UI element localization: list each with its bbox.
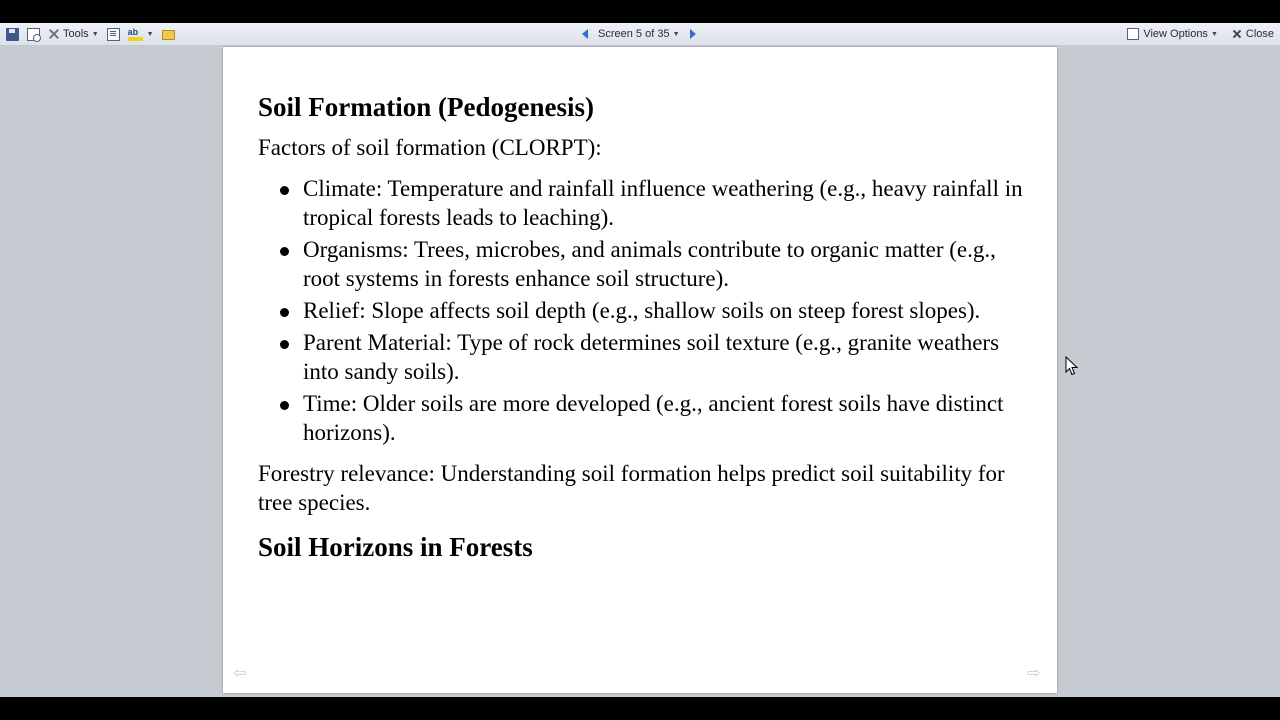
view-options-label: View Options xyxy=(1143,28,1208,40)
text-highlight-icon: ab xyxy=(128,28,144,41)
intro-paragraph: Factors of soil formation (CLORPT): xyxy=(258,135,602,160)
bullet-icon xyxy=(280,308,289,317)
close-icon xyxy=(1232,29,1242,39)
relevance-paragraph: Forestry relevance: Understanding soil formation helps predict soil suitability for tree species. xyxy=(258,461,1005,515)
print-preview-button[interactable] xyxy=(25,26,42,42)
list-item-text: Organisms: Trees, microbes, and animals contribute to organic matter (e.g., root systems in forests enhance soil structure). xyxy=(303,237,996,291)
bullet-icon xyxy=(280,401,289,410)
bullet-icon xyxy=(280,247,289,256)
close-button[interactable] xyxy=(1230,26,1276,42)
page-content xyxy=(258,91,1028,563)
next-screen-button[interactable] xyxy=(688,26,698,42)
triangle-left-icon xyxy=(582,29,588,39)
bullet-icon xyxy=(280,186,289,195)
print-preview-icon xyxy=(27,28,40,41)
view-options-icon xyxy=(1127,28,1139,40)
section-heading: Soil Formation (Pedogenesis) xyxy=(258,92,594,122)
factors-list xyxy=(258,174,1028,447)
close-label: Close xyxy=(1245,28,1274,40)
save-button[interactable] xyxy=(4,26,21,42)
list-item xyxy=(258,389,1028,447)
list-item-text: Climate: Temperature and rainfall influence weathering (e.g., heavy rainfall in tropical forests leads to leaching). xyxy=(303,176,1023,230)
chevron-down-icon: ▼ xyxy=(1210,30,1218,38)
comment-icon xyxy=(162,30,175,40)
tools-label: Tools xyxy=(63,28,89,40)
save-icon xyxy=(6,28,19,41)
list-item xyxy=(258,235,1028,293)
list-item-text: Parent Material: Type of rock determines soil texture (e.g., granite weathers into sandy soils). xyxy=(303,330,1000,384)
list-item-text: Time: Older soils are more developed (e.g., ancient forest soils have distinct horizons). xyxy=(303,391,1004,445)
research-icon xyxy=(107,28,120,41)
view-options-button[interactable] xyxy=(1125,26,1220,42)
screen-indicator: Screen 5 of 35 xyxy=(598,28,670,40)
previous-screen-button[interactable] xyxy=(580,26,590,42)
screen-top-bar xyxy=(0,0,1280,23)
screen-jump-menu[interactable] xyxy=(596,26,682,42)
text-highlight-button[interactable] xyxy=(126,26,156,42)
document-page xyxy=(223,47,1057,693)
list-item xyxy=(258,296,1028,325)
list-item xyxy=(258,174,1028,232)
bullet-icon xyxy=(280,340,289,349)
chevron-down-icon: ▼ xyxy=(672,30,680,38)
tools-menu-button[interactable] xyxy=(46,26,101,42)
list-item xyxy=(258,328,1028,386)
list-item-text: Relief: Slope affects soil depth (e.g., shallow soils on steep forest slopes). xyxy=(303,298,981,323)
reading-mode-toolbar xyxy=(0,23,1280,46)
chevron-down-icon: ▼ xyxy=(146,30,154,38)
chevron-down-icon: ▼ xyxy=(91,30,99,38)
triangle-right-icon xyxy=(690,29,696,39)
tools-icon xyxy=(48,28,60,40)
next-section-heading: Soil Horizons in Forests xyxy=(258,532,533,562)
arrow-left-icon[interactable]: ⇦ xyxy=(233,665,247,682)
new-comment-button[interactable] xyxy=(160,26,177,42)
research-button[interactable] xyxy=(105,26,122,42)
arrow-right-icon[interactable]: ⇨ xyxy=(1027,665,1041,682)
screen-bottom-bar xyxy=(0,697,1280,720)
